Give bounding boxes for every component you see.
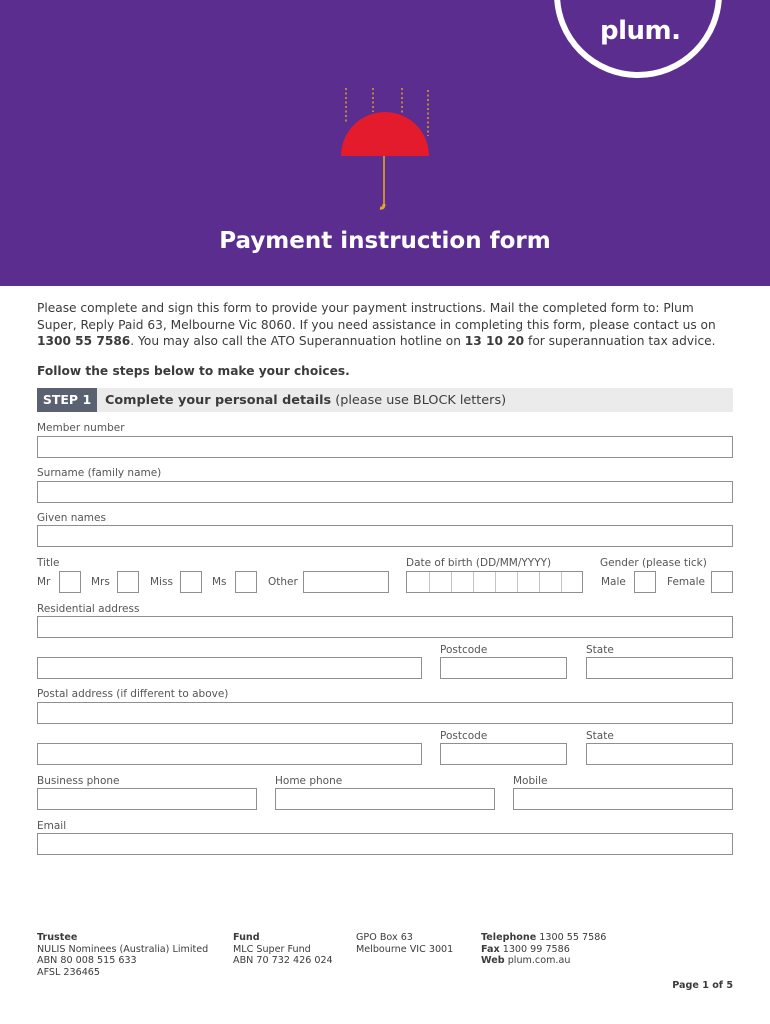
residential-state-field[interactable] [586,657,733,679]
header-banner [0,0,770,286]
mobile-field[interactable] [513,788,733,810]
email-label: Email [37,820,67,832]
fund-heading: Fund [233,932,260,943]
web-label: Web [481,955,505,967]
plum-logo: plum. [600,16,681,46]
trustee-line: NULIS Nominees (Australia) Limited [37,943,209,955]
contact-phone: 1300 55 7586 [37,334,131,348]
business-phone-label: Business phone [37,775,120,787]
step-heading [105,388,506,413]
step-1-header [37,388,733,412]
intro-text-3: for superannuation tax advice. [524,334,716,348]
dob-divider [451,572,452,592]
title-miss-label: Miss [150,576,173,588]
gender-label: Gender (please tick) [600,557,707,569]
business-phone-field[interactable] [37,788,257,810]
web-link[interactable]: plum.com.au [507,955,571,967]
title-other-field[interactable] [303,571,389,593]
fax-label: Fax [481,943,500,955]
fax-value: 1300 99 7586 [502,943,570,955]
residential-state-label: State [586,644,614,656]
gender-male-label: Male [601,576,626,588]
title-miss-checkbox[interactable] [180,571,202,593]
postal-state-label: State [586,730,614,742]
fund-line: MLC Super Fund [233,943,311,955]
title-ms-checkbox[interactable] [235,571,257,593]
telephone-value: 1300 55 7586 [539,932,607,943]
postal-address-field-line1[interactable] [37,702,733,724]
trustee-heading: Trustee [37,932,78,943]
address-line: Melbourne VIC 3001 [356,943,454,955]
gender-female-checkbox[interactable] [711,571,733,593]
title-mrs-checkbox[interactable] [117,571,139,593]
dob-divider [495,572,496,592]
postal-state-field[interactable] [586,743,733,765]
title-mr-checkbox[interactable] [59,571,81,593]
step-badge: STEP 1 [37,388,97,412]
title-other-label: Other [268,576,298,588]
postal-address-label: Postal address (if different to above) [37,688,229,700]
mobile-label: Mobile [513,775,548,787]
home-phone-field[interactable] [275,788,495,810]
member-number-label: Member number [37,422,125,434]
dob-divider [561,572,562,592]
residential-address-label: Residential address [37,603,140,615]
home-phone-label: Home phone [275,775,343,787]
residential-address-field-line1[interactable] [37,616,733,638]
footer-fund [233,932,333,967]
postal-postcode-field[interactable] [440,743,567,765]
dob-divider [517,572,518,592]
email-field[interactable] [37,833,733,855]
ato-hotline: 13 10 20 [464,334,525,348]
dob-divider [429,572,430,592]
footer-contact [481,932,606,967]
follow-steps-text: Follow the steps below to make your choices. [37,364,350,378]
trustee-line: AFSL 236465 [37,966,101,978]
footer-trustee [37,932,208,978]
address-line: GPO Box 63 [356,932,413,943]
dob-field[interactable] [406,571,583,593]
step-heading-note: (please use BLOCK letters) [331,393,507,408]
residential-address-field-line2[interactable] [37,657,422,679]
member-number-field[interactable] [37,436,733,458]
trustee-line: ABN 80 008 515 633 [37,955,137,967]
title-label: Title [37,557,60,569]
intro-paragraph [37,300,737,350]
postal-address-field-line2[interactable] [37,743,422,765]
title-mrs-label: Mrs [91,576,110,588]
surname-field[interactable] [37,481,733,503]
page-title: Payment instruction form [219,228,551,254]
given-names-field[interactable] [37,525,733,547]
gender-female-label: Female [667,576,705,588]
dob-divider [539,572,540,592]
surname-label: Surname (family name) [37,467,162,479]
fund-line: ABN 70 732 426 024 [233,955,333,967]
residential-postcode-label: Postcode [440,644,488,656]
footer-address [356,932,453,955]
step-heading-bold: Complete your personal details [105,393,332,408]
given-names-label: Given names [37,512,106,524]
residential-postcode-field[interactable] [440,657,567,679]
telephone-label: Telephone [481,932,537,943]
dob-label: Date of birth (DD/MM/YYYY) [406,557,552,569]
title-mr-label: Mr [37,576,51,588]
intro-text-1: Please complete and sign this form to provide your payment instructions. Mail the completed form to: Plum Super, Reply Paid 63, Melbourne Vic 8060. If you need assistance in completing this form, please contact us on [37,301,716,332]
page-number: Page 1 of 5 [672,980,733,991]
dob-divider [473,572,474,592]
title-ms-label: Ms [212,576,227,588]
postal-postcode-label: Postcode [440,730,488,742]
intro-text-2: . You may also call the ATO Superannuation hotline on [130,334,465,348]
gender-male-checkbox[interactable] [634,571,656,593]
umbrella-icon [336,86,434,212]
